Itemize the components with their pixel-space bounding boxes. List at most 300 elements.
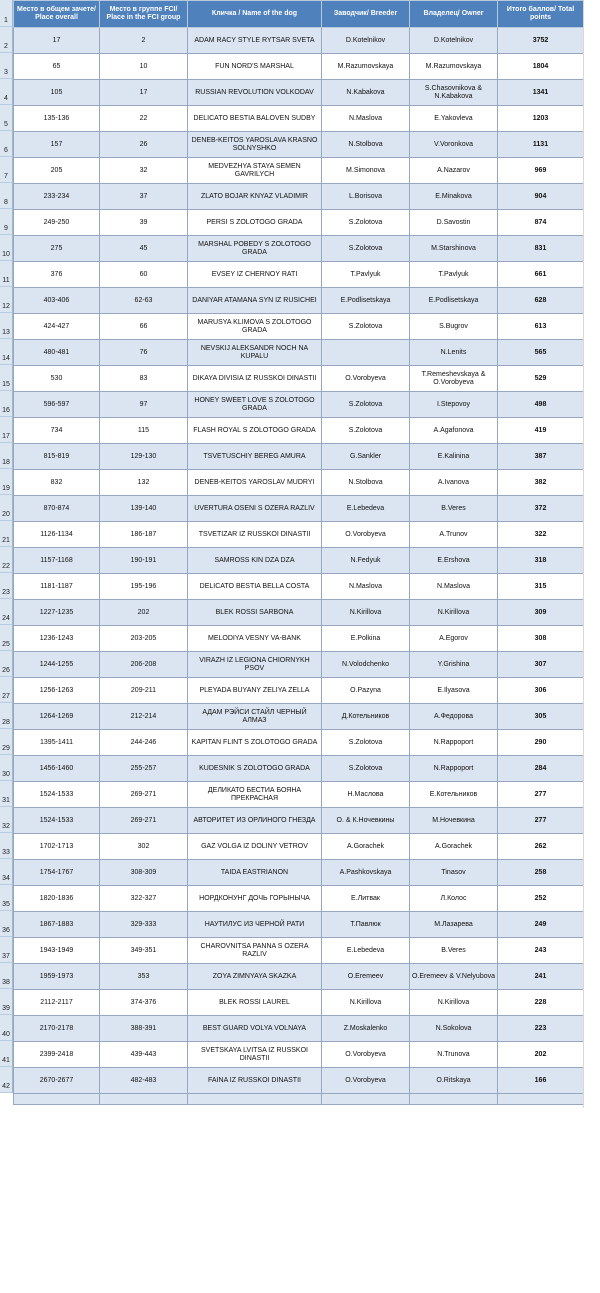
cell-total-points[interactable]: 305 (498, 704, 584, 730)
cell-place-group[interactable]: 22 (100, 106, 188, 132)
cell-place-group[interactable]: 302 (100, 834, 188, 860)
cell-dog-name[interactable]: SAMROSS KIN DZA DZA (188, 548, 322, 574)
row-number[interactable]: 31 (0, 781, 13, 807)
cell-breeder[interactable]: Е.Литвак (322, 886, 410, 912)
cell-breeder[interactable]: A.Pashkovskaya (322, 860, 410, 886)
cell-owner[interactable]: A.Egorov (410, 626, 498, 652)
cell-place-overall[interactable]: 1236-1243 (14, 626, 100, 652)
cell-place-group[interactable]: 2 (100, 28, 188, 54)
cell-owner[interactable]: A.Agafonova (410, 418, 498, 444)
row-number[interactable]: 4 (0, 79, 13, 105)
cell-total-points[interactable]: 315 (498, 574, 584, 600)
cell-dog-name[interactable]: BLEK ROSSI LAUREL (188, 990, 322, 1016)
row-number[interactable]: 41 (0, 1041, 13, 1067)
cell-place-group[interactable]: 349-351 (100, 938, 188, 964)
cell-place-group[interactable]: 32 (100, 158, 188, 184)
cell-place-overall[interactable]: 596-597 (14, 392, 100, 418)
cell-total-points[interactable]: 322 (498, 522, 584, 548)
cell-total-points[interactable]: 529 (498, 366, 584, 392)
cell-place-group[interactable]: 83 (100, 366, 188, 392)
cell-place-overall[interactable]: 1943-1949 (14, 938, 100, 964)
cell-owner[interactable]: A.Ivanova (410, 470, 498, 496)
cell-total-points[interactable]: 382 (498, 470, 584, 496)
cell-total-points[interactable]: 565 (498, 340, 584, 366)
row-number[interactable]: 21 (0, 521, 13, 547)
cell-owner[interactable]: A.Nazarov (410, 158, 498, 184)
row-number[interactable]: 17 (0, 417, 13, 443)
empty-cell[interactable] (410, 1094, 498, 1105)
cell-breeder[interactable]: N.Maslova (322, 106, 410, 132)
cell-total-points[interactable]: 290 (498, 730, 584, 756)
cell-place-overall[interactable]: 1959-1973 (14, 964, 100, 990)
cell-owner[interactable]: B.Veres (410, 938, 498, 964)
row-number[interactable]: 1 (0, 0, 13, 27)
cell-breeder[interactable]: S.Zolotova (322, 418, 410, 444)
cell-dog-name[interactable]: ADAM RACY STYLE RYTSAR SVETA (188, 28, 322, 54)
cell-breeder[interactable]: О. & К.Ночевкины (322, 808, 410, 834)
cell-place-group[interactable]: 139-140 (100, 496, 188, 522)
cell-place-overall[interactable]: 105 (14, 80, 100, 106)
cell-breeder[interactable]: G.Sankler (322, 444, 410, 470)
header-owner[interactable]: Владелец/ Owner (410, 1, 498, 28)
row-number[interactable]: 34 (0, 859, 13, 885)
cell-place-overall[interactable]: 734 (14, 418, 100, 444)
cell-place-overall[interactable]: 870-874 (14, 496, 100, 522)
cell-total-points[interactable]: 258 (498, 860, 584, 886)
cell-total-points[interactable]: 969 (498, 158, 584, 184)
cell-dog-name[interactable]: АДАМ РЭЙСИ СТАЙЛ ЧЕРНЫЙ АЛМАЗ (188, 704, 322, 730)
cell-dog-name[interactable]: MELODIYA VESNY VA-BANK (188, 626, 322, 652)
cell-dog-name[interactable]: RUSSIAN REVOLUTION VOLKODAV (188, 80, 322, 106)
row-number[interactable]: 13 (0, 313, 13, 339)
cell-total-points[interactable]: 309 (498, 600, 584, 626)
cell-total-points[interactable]: 1203 (498, 106, 584, 132)
cell-dog-name[interactable]: MEDVEZHYA STAYA SEMEN GAVRILYCH (188, 158, 322, 184)
cell-place-overall[interactable]: 480-481 (14, 340, 100, 366)
row-number[interactable]: 35 (0, 885, 13, 911)
cell-total-points[interactable]: 318 (498, 548, 584, 574)
empty-cell[interactable] (100, 1094, 188, 1105)
cell-dog-name[interactable]: GAZ VOLGA IZ DOLINY VETROV (188, 834, 322, 860)
cell-breeder[interactable]: N.Maslova (322, 574, 410, 600)
cell-breeder[interactable]: O.Vorobyeva (322, 1068, 410, 1094)
cell-owner[interactable]: Y.Grishina (410, 652, 498, 678)
row-number[interactable]: 40 (0, 1015, 13, 1041)
cell-dog-name[interactable]: MARSHAL POBEDY S ZOLOTOGO GRADA (188, 236, 322, 262)
row-number[interactable]: 37 (0, 937, 13, 963)
cell-place-overall[interactable]: 249-250 (14, 210, 100, 236)
cell-place-group[interactable]: 202 (100, 600, 188, 626)
cell-owner[interactable]: T.Pavlyuk (410, 262, 498, 288)
cell-total-points[interactable]: 904 (498, 184, 584, 210)
cell-place-overall[interactable]: 1867-1883 (14, 912, 100, 938)
cell-place-overall[interactable]: 1754-1767 (14, 860, 100, 886)
cell-dog-name[interactable]: НОРДКОНУНГ ДОЧЬ ГОРЫНЫЧА (188, 886, 322, 912)
cell-place-overall[interactable]: 2399-2418 (14, 1042, 100, 1068)
cell-owner[interactable]: O.Ritskaya (410, 1068, 498, 1094)
cell-breeder[interactable]: S.Zolotova (322, 756, 410, 782)
cell-dog-name[interactable]: ДЕЛИКАТО БЕСТИА БОЯНА ПРЕКРАСНАЯ (188, 782, 322, 808)
cell-place-overall[interactable]: 1227-1235 (14, 600, 100, 626)
cell-breeder[interactable]: D.Kotelnikov (322, 28, 410, 54)
cell-dog-name[interactable]: FUN NORD'S MARSHAL (188, 54, 322, 80)
cell-dog-name[interactable]: DENEB-KEITOS YAROSLAV MUDRYI (188, 470, 322, 496)
cell-breeder[interactable]: T.Pavlyuk (322, 262, 410, 288)
cell-place-group[interactable]: 244-246 (100, 730, 188, 756)
cell-owner[interactable]: E.Minakova (410, 184, 498, 210)
cell-place-overall[interactable]: 2170-2178 (14, 1016, 100, 1042)
row-number[interactable]: 16 (0, 391, 13, 417)
cell-owner[interactable]: A.Gorachek (410, 834, 498, 860)
cell-dog-name[interactable]: KAPITAN FLINT S ZOLOTOGO GRADA (188, 730, 322, 756)
cell-dog-name[interactable]: НАУТИЛУС ИЗ ЧЕРНОЙ РАТИ (188, 912, 322, 938)
cell-total-points[interactable]: 249 (498, 912, 584, 938)
cell-owner[interactable]: E.Yakovleva (410, 106, 498, 132)
cell-breeder[interactable]: S.Zolotova (322, 392, 410, 418)
cell-breeder[interactable]: O.Vorobyeva (322, 1042, 410, 1068)
cell-breeder[interactable]: M.Simonova (322, 158, 410, 184)
header-breeder[interactable]: Заводчик/ Breeder (322, 1, 410, 28)
cell-place-overall[interactable]: 2670-2677 (14, 1068, 100, 1094)
cell-owner[interactable]: D.Kotelnikov (410, 28, 498, 54)
cell-place-group[interactable]: 39 (100, 210, 188, 236)
cell-owner[interactable]: E.Ilyasova (410, 678, 498, 704)
cell-place-overall[interactable]: 832 (14, 470, 100, 496)
row-number[interactable]: 25 (0, 625, 13, 651)
cell-place-overall[interactable]: 1702-1713 (14, 834, 100, 860)
cell-total-points[interactable]: 306 (498, 678, 584, 704)
cell-place-group[interactable]: 322-327 (100, 886, 188, 912)
row-number[interactable]: 10 (0, 235, 13, 261)
row-number[interactable]: 28 (0, 703, 13, 729)
cell-place-overall[interactable]: 1524-1533 (14, 782, 100, 808)
cell-place-overall[interactable]: 1820-1836 (14, 886, 100, 912)
cell-place-group[interactable]: 129-130 (100, 444, 188, 470)
row-number[interactable]: 26 (0, 651, 13, 677)
cell-total-points[interactable]: 661 (498, 262, 584, 288)
cell-place-group[interactable]: 212-214 (100, 704, 188, 730)
cell-total-points[interactable]: 874 (498, 210, 584, 236)
row-number[interactable]: 29 (0, 729, 13, 755)
row-number[interactable]: 39 (0, 989, 13, 1015)
cell-total-points[interactable]: 1804 (498, 54, 584, 80)
row-number[interactable]: 22 (0, 547, 13, 573)
cell-place-overall[interactable]: 275 (14, 236, 100, 262)
cell-owner[interactable]: A.Trunov (410, 522, 498, 548)
cell-total-points[interactable]: 228 (498, 990, 584, 1016)
cell-breeder[interactable]: O.Eremeev (322, 964, 410, 990)
cell-dog-name[interactable]: FLASH ROYAL S ZOLOTOGO GRADA (188, 418, 322, 444)
cell-breeder[interactable]: L.Borisova (322, 184, 410, 210)
cell-place-group[interactable]: 374-376 (100, 990, 188, 1016)
cell-place-group[interactable]: 17 (100, 80, 188, 106)
cell-owner[interactable]: А.Федорова (410, 704, 498, 730)
cell-owner[interactable]: N.Kirillova (410, 600, 498, 626)
row-number[interactable]: 3 (0, 53, 13, 79)
empty-cell[interactable] (322, 1094, 410, 1105)
cell-place-group[interactable]: 190-191 (100, 548, 188, 574)
cell-total-points[interactable]: 372 (498, 496, 584, 522)
cell-place-group[interactable]: 26 (100, 132, 188, 158)
row-number[interactable]: 23 (0, 573, 13, 599)
cell-owner[interactable]: N.Rappoport (410, 756, 498, 782)
cell-owner[interactable]: S.Chasovnikova & N.Kabakova (410, 80, 498, 106)
cell-place-group[interactable]: 66 (100, 314, 188, 340)
cell-dog-name[interactable]: FAINA IZ RUSSKOI DINASTII (188, 1068, 322, 1094)
cell-owner[interactable]: Tinasov (410, 860, 498, 886)
cell-place-group[interactable]: 62-63 (100, 288, 188, 314)
cell-dog-name[interactable]: NEVSKIJ ALEKSANDR NOCH NA KUPALU (188, 340, 322, 366)
cell-dog-name[interactable]: KUDESNIK S ZOLOTOGO GRADA (188, 756, 322, 782)
cell-dog-name[interactable]: VIRAZH IZ LEGIONA CHIORNYKH PSOV (188, 652, 322, 678)
header-total-points[interactable]: Итого баллов/ Total points (498, 1, 584, 28)
cell-total-points[interactable]: 241 (498, 964, 584, 990)
row-number[interactable]: 11 (0, 261, 13, 287)
cell-total-points[interactable]: 3752 (498, 28, 584, 54)
cell-place-overall[interactable]: 157 (14, 132, 100, 158)
row-number[interactable]: 38 (0, 963, 13, 989)
cell-breeder[interactable]: Z.Moskalenko (322, 1016, 410, 1042)
row-number[interactable]: 27 (0, 677, 13, 703)
cell-dog-name[interactable]: BLEK ROSSI SARBONA (188, 600, 322, 626)
cell-dog-name[interactable]: TAIDA EASTRIANON (188, 860, 322, 886)
cell-place-overall[interactable]: 815-819 (14, 444, 100, 470)
cell-place-overall[interactable]: 1244-1255 (14, 652, 100, 678)
cell-place-overall[interactable]: 424-427 (14, 314, 100, 340)
cell-owner[interactable]: M.Starshinova (410, 236, 498, 262)
cell-breeder[interactable]: O.Vorobyeva (322, 366, 410, 392)
cell-owner[interactable]: T.Remeshevskaya & O.Vorobyeva (410, 366, 498, 392)
row-number[interactable]: 19 (0, 469, 13, 495)
cell-breeder[interactable]: O.Vorobyeva (322, 522, 410, 548)
cell-dog-name[interactable]: CHAROVNITSA PANNA S OZERA RAZLIV (188, 938, 322, 964)
row-number[interactable]: 7 (0, 157, 13, 183)
row-number[interactable]: 15 (0, 365, 13, 391)
cell-owner[interactable]: E.Podlisetskaya (410, 288, 498, 314)
cell-dog-name[interactable]: DIKAYA DIVISIA IZ RUSSKOI DINASTII (188, 366, 322, 392)
cell-breeder[interactable]: M.Razumovskaya (322, 54, 410, 80)
cell-owner[interactable]: V.Voronkova (410, 132, 498, 158)
cell-breeder[interactable]: O.Pazyna (322, 678, 410, 704)
empty-cell[interactable] (188, 1094, 322, 1105)
cell-dog-name[interactable]: TSVETIZAR IZ RUSSKOI DINASTII (188, 522, 322, 548)
cell-owner[interactable]: D.Savostin (410, 210, 498, 236)
cell-dog-name[interactable]: EVSEY IZ CHERNOY RATI (188, 262, 322, 288)
cell-breeder[interactable]: A.Gorachek (322, 834, 410, 860)
cell-place-group[interactable]: 37 (100, 184, 188, 210)
cell-dog-name[interactable]: SVETSKAYA LVITSA IZ RUSSKOI DINASTII (188, 1042, 322, 1068)
row-number[interactable]: 9 (0, 209, 13, 235)
cell-breeder[interactable]: S.Zolotova (322, 730, 410, 756)
cell-dog-name[interactable]: DENEB-KEITOS YAROSLAVA KRASNO SOLNYSHKO (188, 132, 322, 158)
cell-total-points[interactable]: 498 (498, 392, 584, 418)
row-number[interactable]: 6 (0, 131, 13, 157)
cell-total-points[interactable]: 223 (498, 1016, 584, 1042)
row-number[interactable]: 24 (0, 599, 13, 625)
cell-owner[interactable]: М.Лазарева (410, 912, 498, 938)
cell-place-overall[interactable]: 2112-2117 (14, 990, 100, 1016)
cell-owner[interactable]: E.Kalinina (410, 444, 498, 470)
cell-total-points[interactable]: 831 (498, 236, 584, 262)
cell-place-group[interactable]: 255-257 (100, 756, 188, 782)
cell-place-overall[interactable]: 1256-1263 (14, 678, 100, 704)
cell-place-group[interactable]: 308-309 (100, 860, 188, 886)
cell-place-overall[interactable]: 65 (14, 54, 100, 80)
cell-place-overall[interactable]: 1126-1134 (14, 522, 100, 548)
cell-place-group[interactable]: 45 (100, 236, 188, 262)
cell-breeder[interactable]: N.Kabakova (322, 80, 410, 106)
cell-breeder[interactable]: E.Lebedeva (322, 496, 410, 522)
cell-dog-name[interactable]: TSVETUSCHIY BEREG AMURA (188, 444, 322, 470)
header-place-group[interactable]: Место в группе FCI/ Place in the FCI group (100, 1, 188, 28)
cell-place-group[interactable]: 388-391 (100, 1016, 188, 1042)
cell-owner[interactable]: Л.Колос (410, 886, 498, 912)
cell-breeder[interactable]: N.Volodchenko (322, 652, 410, 678)
cell-dog-name[interactable]: UVERTURA OSENI S OZERA RAZLIV (188, 496, 322, 522)
cell-place-group[interactable]: 482-483 (100, 1068, 188, 1094)
cell-total-points[interactable]: 252 (498, 886, 584, 912)
cell-dog-name[interactable]: MARUSYA KLIMOVA S ZOLOTOGO GRADA (188, 314, 322, 340)
cell-dog-name[interactable]: DELICATO BESTIA BALOVEN SUDBY (188, 106, 322, 132)
row-number[interactable]: 20 (0, 495, 13, 521)
cell-breeder[interactable]: E.Podlisetskaya (322, 288, 410, 314)
cell-dog-name[interactable]: BEST GUARD VOLYA VOLNAYA (188, 1016, 322, 1042)
cell-place-overall[interactable]: 1181-1187 (14, 574, 100, 600)
cell-breeder[interactable]: Д.Котельников (322, 704, 410, 730)
cell-dog-name[interactable]: PERSI S ZOLOTOGO GRADA (188, 210, 322, 236)
cell-dog-name[interactable]: HONEY SWEET LOVE S ZOLOTOGO GRADA (188, 392, 322, 418)
cell-place-overall[interactable]: 530 (14, 366, 100, 392)
cell-place-overall[interactable]: 233-234 (14, 184, 100, 210)
cell-dog-name[interactable]: DELICATO BESTIA BELLA COSTA (188, 574, 322, 600)
cell-place-group[interactable]: 209-211 (100, 678, 188, 704)
cell-owner[interactable]: N.Maslova (410, 574, 498, 600)
cell-total-points[interactable]: 308 (498, 626, 584, 652)
cell-owner[interactable]: N.Trunova (410, 1042, 498, 1068)
cell-total-points[interactable]: 1341 (498, 80, 584, 106)
cell-place-overall[interactable]: 1264-1269 (14, 704, 100, 730)
row-number[interactable]: 36 (0, 911, 13, 937)
empty-cell[interactable] (498, 1094, 584, 1105)
header-place-overall[interactable]: Место в общем зачете/ Place overall (14, 1, 100, 28)
cell-place-group[interactable]: 60 (100, 262, 188, 288)
cell-breeder[interactable]: S.Zolotova (322, 210, 410, 236)
cell-total-points[interactable]: 202 (498, 1042, 584, 1068)
cell-owner[interactable]: N.Kirillova (410, 990, 498, 1016)
cell-owner[interactable]: S.Bugrov (410, 314, 498, 340)
cell-place-overall[interactable]: 1524-1533 (14, 808, 100, 834)
row-number[interactable]: 42 (0, 1067, 13, 1093)
cell-dog-name[interactable]: ZLATO BOJAR KNYAZ VLADIMIR (188, 184, 322, 210)
cell-total-points[interactable]: 166 (498, 1068, 584, 1094)
cell-total-points[interactable]: 243 (498, 938, 584, 964)
cell-breeder[interactable]: N.Kirillova (322, 600, 410, 626)
cell-place-overall[interactable]: 135-136 (14, 106, 100, 132)
row-number[interactable]: 8 (0, 183, 13, 209)
cell-owner[interactable]: N.Lenits (410, 340, 498, 366)
cell-owner[interactable]: Е.Котельников (410, 782, 498, 808)
cell-place-group[interactable]: 353 (100, 964, 188, 990)
cell-breeder[interactable] (322, 340, 410, 366)
cell-owner[interactable]: O.Eremeev & V.Nelyubova (410, 964, 498, 990)
row-number[interactable]: 33 (0, 833, 13, 859)
row-number[interactable]: 2 (0, 27, 13, 53)
cell-place-overall[interactable]: 1456-1460 (14, 756, 100, 782)
cell-total-points[interactable]: 307 (498, 652, 584, 678)
cell-total-points[interactable]: 277 (498, 782, 584, 808)
cell-total-points[interactable]: 613 (498, 314, 584, 340)
cell-place-group[interactable]: 132 (100, 470, 188, 496)
cell-breeder[interactable]: E.Lebedeva (322, 938, 410, 964)
cell-dog-name[interactable]: АВТОРИТЕТ ИЗ ОРЛИНОГО ГНЕЗДА (188, 808, 322, 834)
cell-place-overall[interactable]: 1157-1168 (14, 548, 100, 574)
cell-dog-name[interactable]: DANIYAR ATAMANA SYN IZ RUSICHEI (188, 288, 322, 314)
cell-place-overall[interactable]: 403-406 (14, 288, 100, 314)
cell-place-overall[interactable]: 205 (14, 158, 100, 184)
cell-place-overall[interactable]: 1395-1411 (14, 730, 100, 756)
empty-cell[interactable] (14, 1094, 100, 1105)
cell-place-group[interactable]: 195-196 (100, 574, 188, 600)
cell-breeder[interactable]: N.Fedyuk (322, 548, 410, 574)
row-number[interactable]: 12 (0, 287, 13, 313)
cell-total-points[interactable]: 628 (498, 288, 584, 314)
header-dog-name[interactable]: Кличка / Name of the dog (188, 1, 322, 28)
cell-breeder[interactable]: S.Zolotova (322, 236, 410, 262)
cell-total-points[interactable]: 284 (498, 756, 584, 782)
cell-breeder[interactable]: N.Stolbova (322, 470, 410, 496)
cell-owner[interactable]: M.Razumovskaya (410, 54, 498, 80)
cell-owner[interactable]: N.Rappoport (410, 730, 498, 756)
cell-total-points[interactable]: 277 (498, 808, 584, 834)
cell-owner[interactable]: I.Stepovoy (410, 392, 498, 418)
cell-breeder[interactable]: N.Kirillova (322, 990, 410, 1016)
cell-place-overall[interactable]: 17 (14, 28, 100, 54)
cell-place-group[interactable]: 76 (100, 340, 188, 366)
cell-owner[interactable]: N.Sokolova (410, 1016, 498, 1042)
cell-place-group[interactable]: 439-443 (100, 1042, 188, 1068)
cell-breeder[interactable]: Н.Маслова (322, 782, 410, 808)
cell-owner[interactable]: М.Ночевкина (410, 808, 498, 834)
cell-place-group[interactable]: 269-271 (100, 782, 188, 808)
cell-dog-name[interactable]: PLEYADA BUYANY ZELIYA ZELLA (188, 678, 322, 704)
cell-place-group[interactable]: 115 (100, 418, 188, 444)
row-number[interactable]: 32 (0, 807, 13, 833)
cell-place-group[interactable]: 186-187 (100, 522, 188, 548)
cell-place-group[interactable]: 329-333 (100, 912, 188, 938)
cell-place-group[interactable]: 203-205 (100, 626, 188, 652)
row-number[interactable]: 30 (0, 755, 13, 781)
cell-breeder[interactable]: S.Zolotova (322, 314, 410, 340)
cell-place-group[interactable]: 269-271 (100, 808, 188, 834)
cell-total-points[interactable]: 419 (498, 418, 584, 444)
cell-owner[interactable]: E.Ershova (410, 548, 498, 574)
cell-place-overall[interactable]: 376 (14, 262, 100, 288)
row-number[interactable]: 5 (0, 105, 13, 131)
cell-total-points[interactable]: 387 (498, 444, 584, 470)
cell-breeder[interactable]: E.Polkina (322, 626, 410, 652)
cell-dog-name[interactable]: ZOYA ZIMNYAYA SKAZKA (188, 964, 322, 990)
cell-total-points[interactable]: 262 (498, 834, 584, 860)
cell-owner[interactable]: B.Veres (410, 496, 498, 522)
row-number[interactable]: 18 (0, 443, 13, 469)
cell-place-group[interactable]: 206-208 (100, 652, 188, 678)
cell-breeder[interactable]: Т.Павлюк (322, 912, 410, 938)
cell-place-group[interactable]: 10 (100, 54, 188, 80)
row-number[interactable]: 14 (0, 339, 13, 365)
cell-breeder[interactable]: N.Stolbova (322, 132, 410, 158)
cell-place-group[interactable]: 97 (100, 392, 188, 418)
cell-total-points[interactable]: 1131 (498, 132, 584, 158)
